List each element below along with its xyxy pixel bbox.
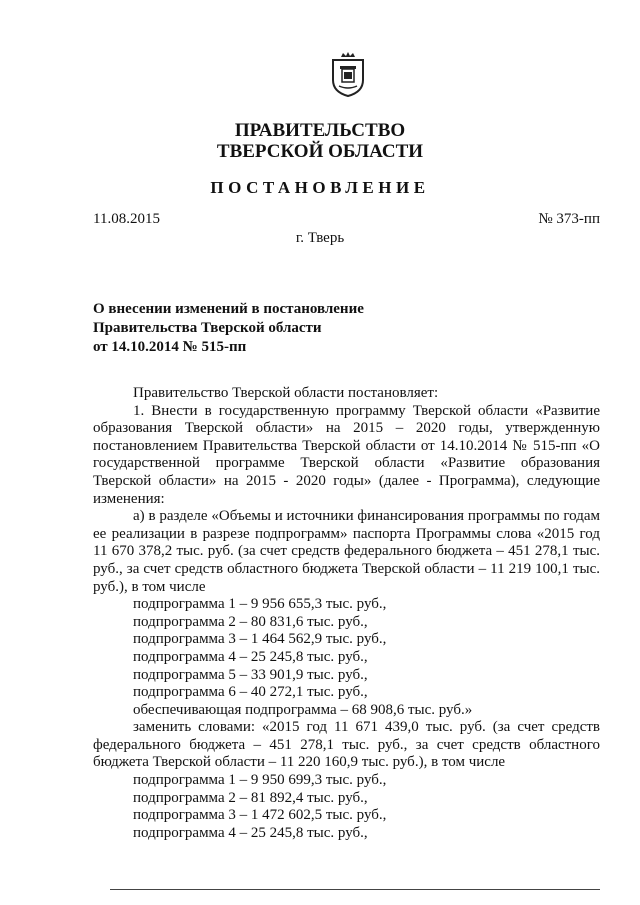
replace-paragraph: заменить словами: «2015 год 11 671 439,0 тыс. руб. (за счет средств федерального бюджета – 451 278,1 тыс. руб., за счет средств областного бюджета Тверской области – 11 220 160,9 тыс. руб.), в том числе <box>93 719 600 771</box>
old-subprogram-list <box>93 596 600 719</box>
document-date: 11.08.2015 <box>93 211 160 227</box>
list-item: подпрограмма 6 – 40 272,1 тыс. руб., <box>133 684 368 701</box>
subject-line: от 14.10.2014 № 515-пп <box>93 339 247 355</box>
list-item: подпрограмма 1 – 9 950 699,3 тыс. руб., <box>133 772 387 789</box>
page-bottom-rule <box>110 889 600 890</box>
item-a-paragraph: а) в разделе «Объемы и источники финансирования программы по годам ее реализации в разрезе подпрограмм» паспорта Программы слова «2015 год 11 670 378,2 тыс. руб. (за счет средств федерального бюджета – 451 278,1 тыс. руб., за счет средств областного бюджета Тверской области – 11 219 100,1 тыс. руб.), в том числе <box>93 508 600 595</box>
document-subject <box>93 300 364 357</box>
list-item: обеспечивающая подпрограмма – 68 908,6 тыс. руб.» <box>133 701 473 718</box>
government-name-line2: ТВЕРСКОЙ ОБЛАСТИ <box>216 141 424 162</box>
list-item: подпрограмма 4 – 25 245,8 тыс. руб., <box>133 824 368 841</box>
coat-of-arms-emblem <box>331 52 365 97</box>
list-item: подпрограмма 2 – 81 892,4 тыс. руб., <box>133 789 368 806</box>
subject-line: О внесении изменений в постановление <box>93 301 364 317</box>
list-item: подпрограмма 3 – 1 472 602,5 тыс. руб., <box>133 807 387 824</box>
subject-line: Правительства Тверской области <box>93 320 322 336</box>
list-item: подпрограмма 3 – 1 464 562,9 тыс. руб., <box>133 631 387 648</box>
list-item: подпрограмма 1 – 9 956 655,3 тыс. руб., <box>133 596 387 613</box>
new-subprogram-list <box>93 772 600 842</box>
list-item: подпрограмма 5 – 33 901,9 тыс. руб., <box>133 666 368 683</box>
document-city: г. Тверь <box>295 230 345 246</box>
list-item: подпрограмма 4 – 25 245,8 тыс. руб., <box>133 648 368 665</box>
government-name-line1: ПРАВИТЕЛЬСТВО <box>234 120 406 141</box>
list-item: подпрограмма 2 – 80 831,6 тыс. руб., <box>133 613 368 630</box>
item-1-paragraph: 1. Внести в государственную программу Тверской области «Развитие образования Тверской области» на 2015 – 2020 годы, утвержденную постановлением Правительства Тверской области от 14.10.2014 № 515-пп «О государственной программе Тверской области «Развитие образования Тверской области» на 2015 - 2020 годы» (далее - Программа), следующие изменения: <box>93 402 600 507</box>
document-body <box>93 385 600 842</box>
document-type: ПОСТАНОВЛЕНИЕ <box>210 178 430 197</box>
intro-paragraph: Правительство Тверской области постановляет: <box>133 385 439 401</box>
document-number: № 373-пп <box>538 211 600 227</box>
